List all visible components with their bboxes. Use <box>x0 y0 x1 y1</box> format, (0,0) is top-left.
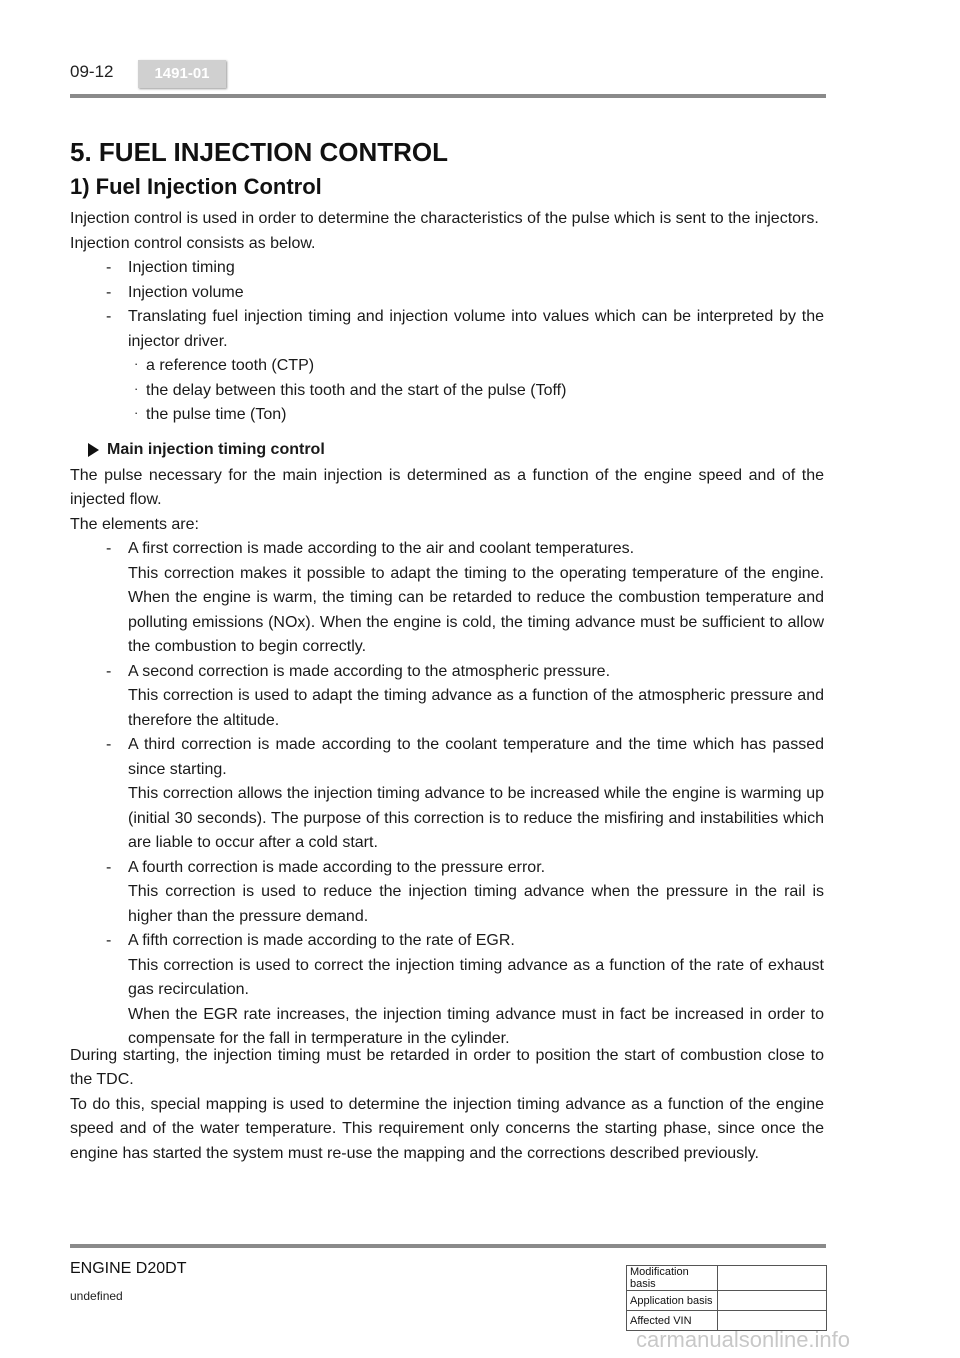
section-code-badge: 1491-01 <box>138 60 226 88</box>
table-cell-value <box>718 1266 827 1291</box>
table-cell-label: Modification basis <box>627 1266 718 1291</box>
list-item: - Injection timing <box>106 259 235 276</box>
table-cell-label: Affected VIN <box>627 1311 718 1331</box>
footer-rule <box>70 1244 826 1248</box>
sublist-item: · the delay between this tooth and the start of the pulse (Toff) <box>134 380 567 399</box>
body-paragraph: During starting, the injection timing must be retarded in order to position the start of combustion close to the TDC. <box>70 1046 824 1088</box>
header-rule <box>70 94 826 98</box>
sublist-item: · a reference tooth (CTP) <box>134 356 315 374</box>
page-content <box>70 135 824 1166</box>
footer-title: ENGINE D20DT <box>70 1260 187 1277</box>
injection-control-list <box>70 256 824 428</box>
watermark: carmanualsonline.info <box>636 1327 851 1352</box>
section-subtitle: 1) Fuel Injection Control <box>70 174 322 199</box>
table-cell-label: Application basis <box>627 1291 718 1311</box>
triangle-bullet-icon <box>88 443 99 457</box>
modification-table <box>626 1265 827 1331</box>
body-paragraph: To do this, special mapping is used to determine the injection timing advance as a function of the engine speed and of the water temperature. This requirement only concerns the starting phase, since once the engine has started the system must re-use the mapping and the corrections described previously. <box>70 1095 824 1162</box>
list-item: - A first correction is made according to the air and coolant temperatures. This correction makes it possible to adapt the timing to the operating temperature of the engine. When the engine is warm, the timing can be retarded to reduce the combustion temperature and polluting emissions (NOx). When the engine is cold, the timing advance must be sufficient to allow the combustion to begin correctly. <box>106 540 824 655</box>
footer-subtitle: undefined <box>70 1289 123 1303</box>
body-paragraph: The elements are: <box>70 515 199 533</box>
list-item: - A second correction is made according to the atmospheric pressure. This correction is used to adapt the timing advance as a function of the atmospheric pressure and therefore the altitude. <box>106 662 824 729</box>
list-item: - Translating fuel injection timing and injection volume into values which can be interpreted by the injector driver. · a reference tooth (CTP) · the delay between this tooth and the start of the pulse (Toff) · the pulse time (Ton) <box>106 305 824 428</box>
page-number: 09-12 <box>70 62 114 81</box>
intro-paragraph: Injection control is used in order to determine the characteristics of the pulse which is sent to the injectors. <box>70 210 819 227</box>
main-injection-heading: Main injection timing control <box>88 438 824 462</box>
table-row <box>627 1266 827 1291</box>
list-item: - A fourth correction is made according to the pressure error. This correction is used to reduce the injection timing advance when the pressure in the rail is higher than the pressure demand. <box>106 858 824 925</box>
list-item: - Injection volume <box>106 283 244 301</box>
body-paragraph: The pulse necessary for the main injection is determined as a function of the engine speed and of the injected flow. <box>70 466 824 508</box>
list-item: - A fifth correction is made according to the rate of EGR. This correction is used to correct the injection timing advance as a function of the rate of exhaust gas recirculation. When the EGR rate increases, the injection timing advance must in fact be increased in order to compensate for the fall in termperature in the cylinder. <box>106 932 824 1047</box>
corrections-list <box>70 537 824 1052</box>
intro-paragraph: Injection control consists as below. <box>70 234 316 252</box>
table-row <box>627 1291 827 1311</box>
sublist-item: · the pulse time (Ton) <box>134 405 287 423</box>
page-title: 5. FUEL INJECTION CONTROL <box>70 137 448 167</box>
table-cell-value <box>718 1291 827 1311</box>
list-item: - A third correction is made according to the coolant temperature and the time which has passed since starting. This correction allows the injection timing advance to be increased while the engine is warming up (initial 30 seconds). The purpose of this correction is to reduce the misfiring and instabilities which are liable to occur after a cold start. <box>106 736 824 851</box>
translation-sublist <box>128 354 824 428</box>
